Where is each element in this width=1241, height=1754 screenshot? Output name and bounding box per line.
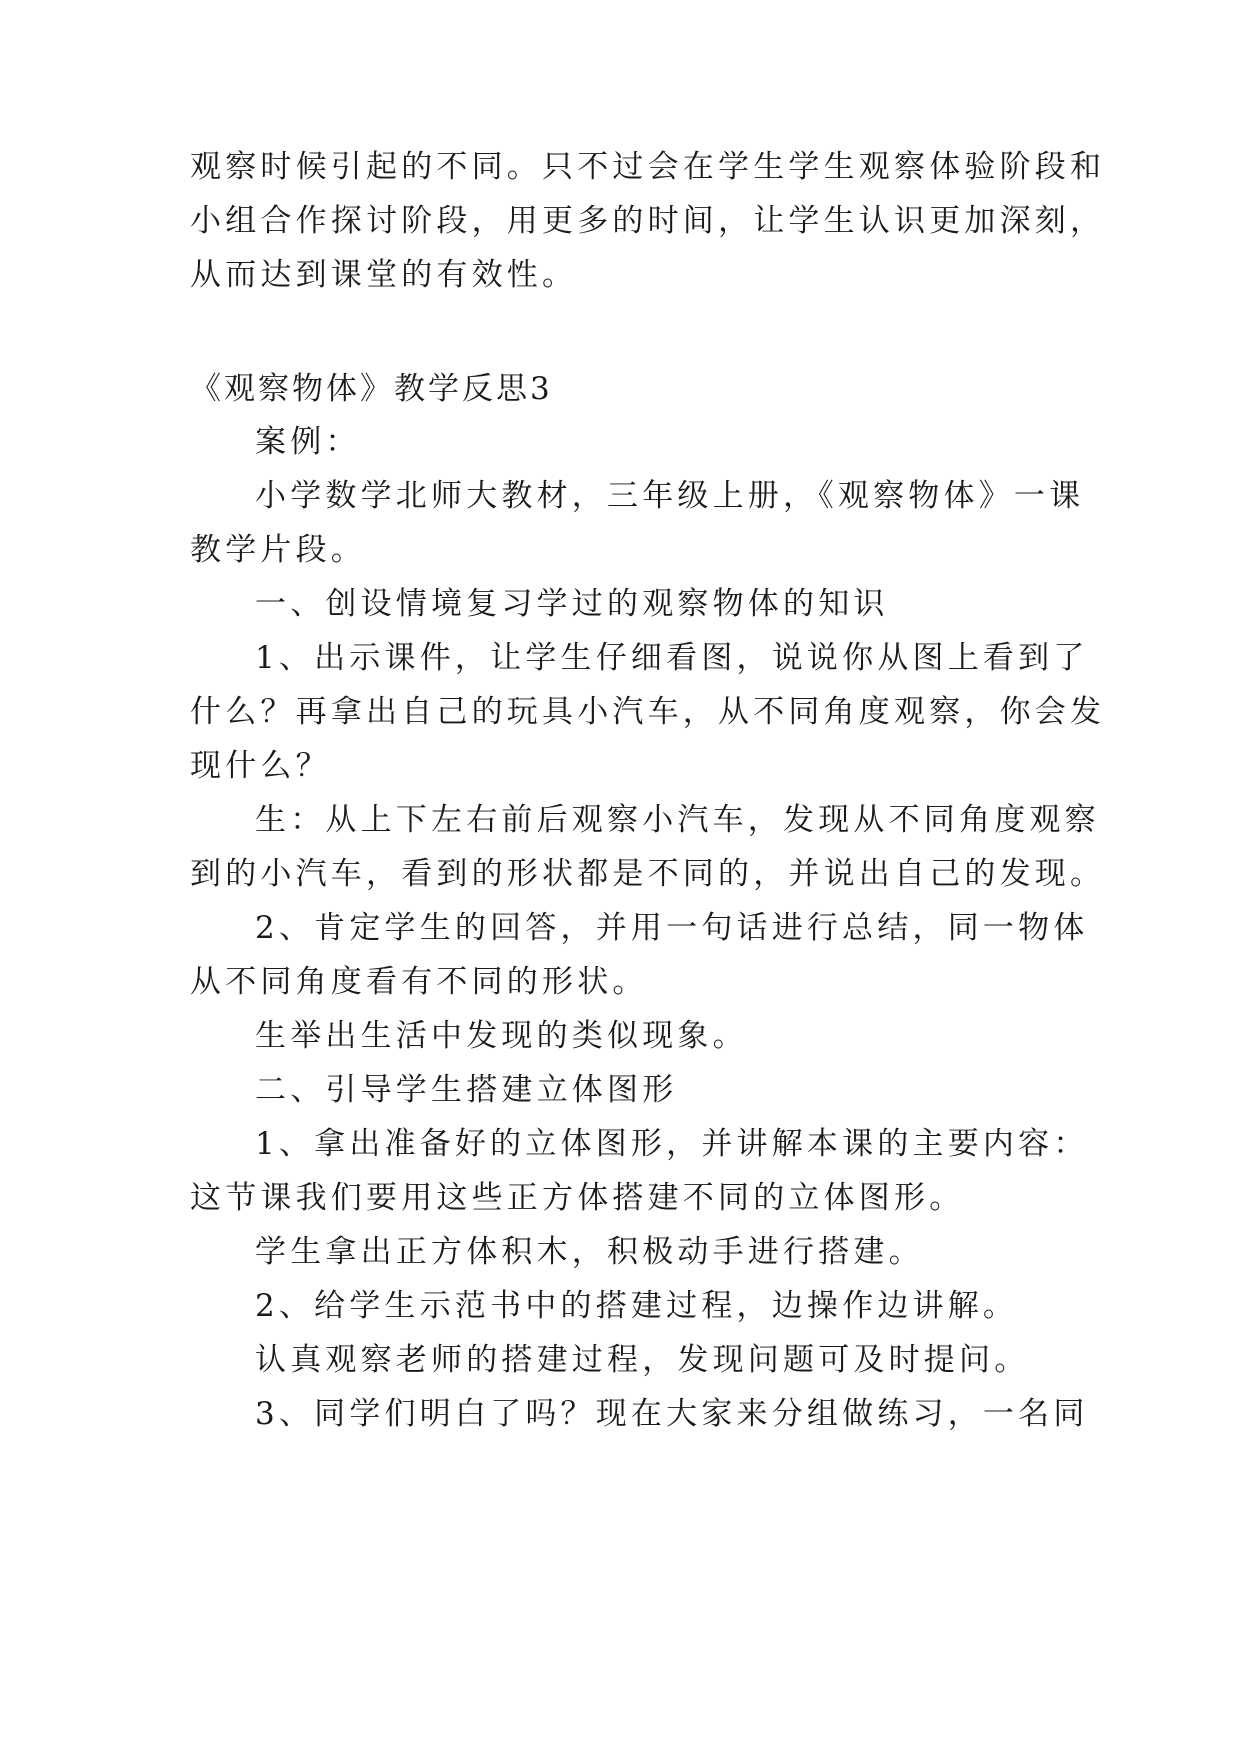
paragraph-line: 这节课我们要用这些正方体搭建不同的立体图形。 (190, 1180, 965, 1216)
paragraph-line: 3、同学们明白了吗？现在大家来分组做练习，一名同 (255, 1396, 1089, 1432)
paragraph-line: 教学片段。 (190, 532, 366, 568)
paragraph-line: 学生拿出正方体积木，积极动手进行搭建。 (255, 1234, 924, 1270)
paragraph-line: 从而达到课堂的有效性。 (190, 257, 578, 293)
paragraph-line: 到的小汽车，看到的形状都是不同的，并说出自己的发现。 (190, 856, 1106, 892)
paragraph-line: 什么？再拿出自己的玩具小汽车，从不同角度观察，你会发 (190, 694, 1106, 730)
section-heading: 《观察物体》教学反思3 (190, 371, 553, 407)
paragraph-line: 案例： (255, 424, 361, 460)
paragraph-line: 2、肯定学生的回答，并用一句话进行总结，同一物体 (255, 910, 1089, 946)
paragraph-line: 现什么？ (190, 748, 331, 784)
paragraph-line: 小组合作探讨阶段，用更多的时间，让学生认识更加深刻， (190, 203, 1106, 239)
paragraph-line: 二、引导学生搭建立体图形 (255, 1072, 678, 1108)
paragraph-line: 从不同角度看有不同的形状。 (190, 964, 648, 1000)
paragraph-line: 小学数学北师大教材，三年级上册，《观察物体》一课 (255, 478, 1085, 514)
paragraph-line: 生：从上下左右前后观察小汽车，发现从不同角度观察 (255, 802, 1100, 838)
paragraph-line: 认真观察老师的搭建过程，发现问题可及时提问。 (255, 1342, 1030, 1378)
paragraph-line: 生举出生活中发现的类似现象。 (255, 1018, 748, 1054)
paragraph-line: 1、拿出准备好的立体图形，并讲解本课的主要内容： (255, 1126, 1089, 1162)
paragraph-line: 观察时候引起的不同。只不过会在学生学生观察体验阶段和 (190, 149, 1106, 185)
paragraph-line: 2、给学生示范书中的搭建过程，边操作边讲解。 (255, 1288, 1019, 1324)
paragraph-line: 一、创设情境复习学过的观察物体的知识 (255, 586, 889, 622)
paragraph-line: 1、出示课件，让学生仔细看图，说说你从图上看到了 (255, 640, 1089, 676)
